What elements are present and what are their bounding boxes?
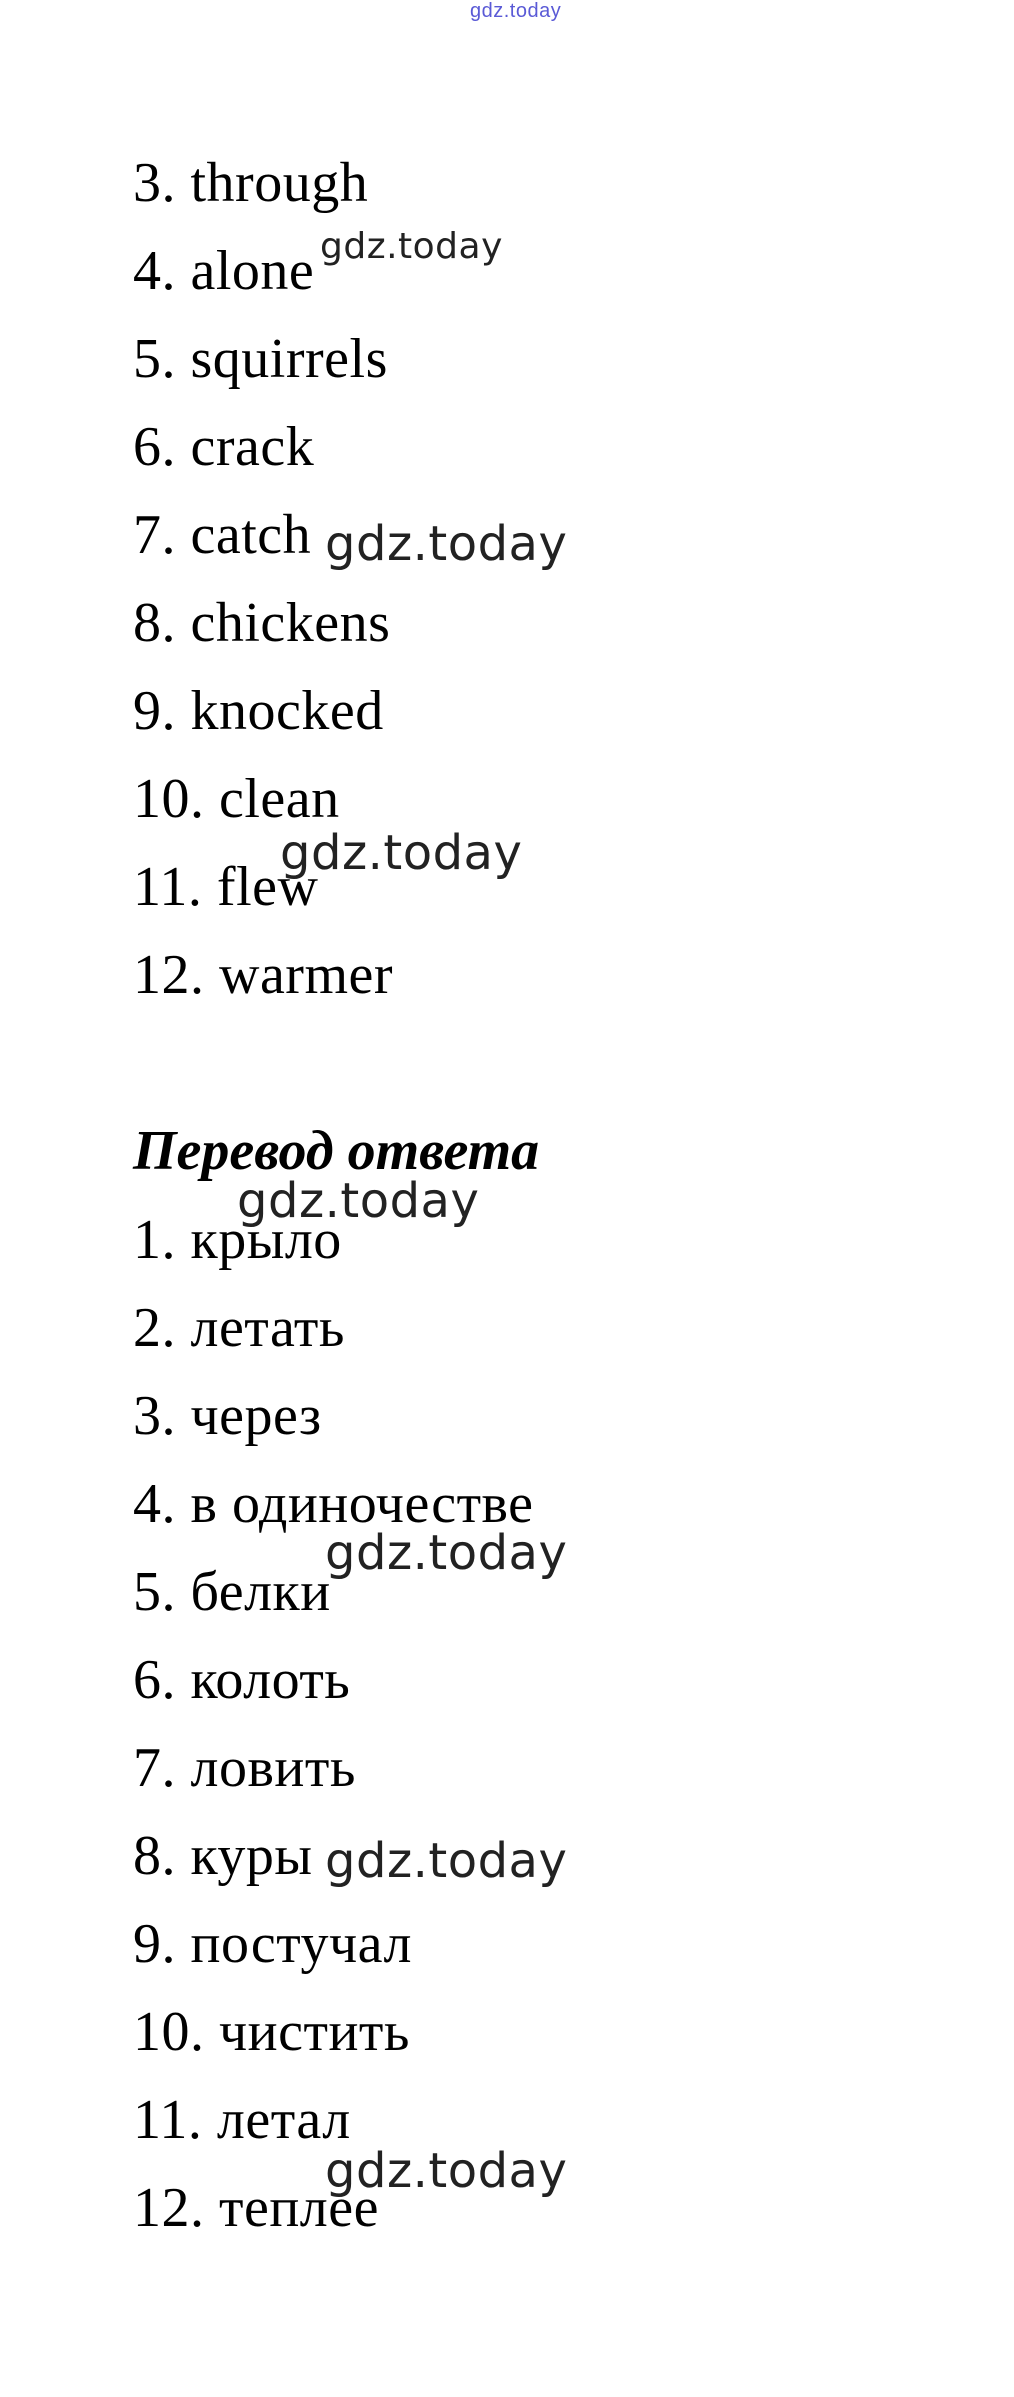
translation-item: 1. крыло (133, 1209, 342, 1271)
watermark-text: gdz.today (325, 516, 568, 572)
translation-item: 8. куры (133, 1825, 313, 1887)
watermark-text: gdz.today (325, 2143, 568, 2199)
answer-item: 11. flew (133, 856, 319, 918)
translation-heading: Перевод ответа (133, 1120, 540, 1182)
answer-item: 12. warmer (133, 944, 394, 1006)
answer-item: 6. crack (133, 416, 315, 478)
watermark-text: gdz.today (280, 825, 523, 881)
translation-item: 3. через (133, 1385, 322, 1447)
answer-item: 4. alone (133, 240, 315, 302)
watermark-text: gdz.today (325, 1833, 568, 1889)
watermark-text: gdz.today (237, 1173, 480, 1229)
translation-item: 11. летал (133, 2089, 351, 2151)
translation-item: 9. постучал (133, 1913, 412, 1975)
watermark-text: gdz.today (320, 226, 503, 267)
translation-item: 7. ловить (133, 1737, 356, 1799)
answer-item: 7. catch (133, 504, 312, 566)
translation-item: 2. летать (133, 1297, 345, 1359)
top-watermark: gdz.today (470, 0, 562, 22)
answer-item: 3. through (133, 152, 369, 214)
watermark-text: gdz.today (325, 1525, 568, 1581)
translation-item: 12. теплее (133, 2177, 379, 2239)
answer-item: 8. chickens (133, 592, 391, 654)
answer-item: 9. knocked (133, 680, 384, 742)
translation-item: 10. чистить (133, 2001, 410, 2063)
answer-item: 10. clean (133, 768, 340, 830)
answer-item: 5. squirrels (133, 328, 388, 390)
translation-item: 6. колоть (133, 1649, 351, 1711)
translation-item: 4. в одиночестве (133, 1473, 534, 1535)
translation-item: 5. белки (133, 1561, 331, 1623)
